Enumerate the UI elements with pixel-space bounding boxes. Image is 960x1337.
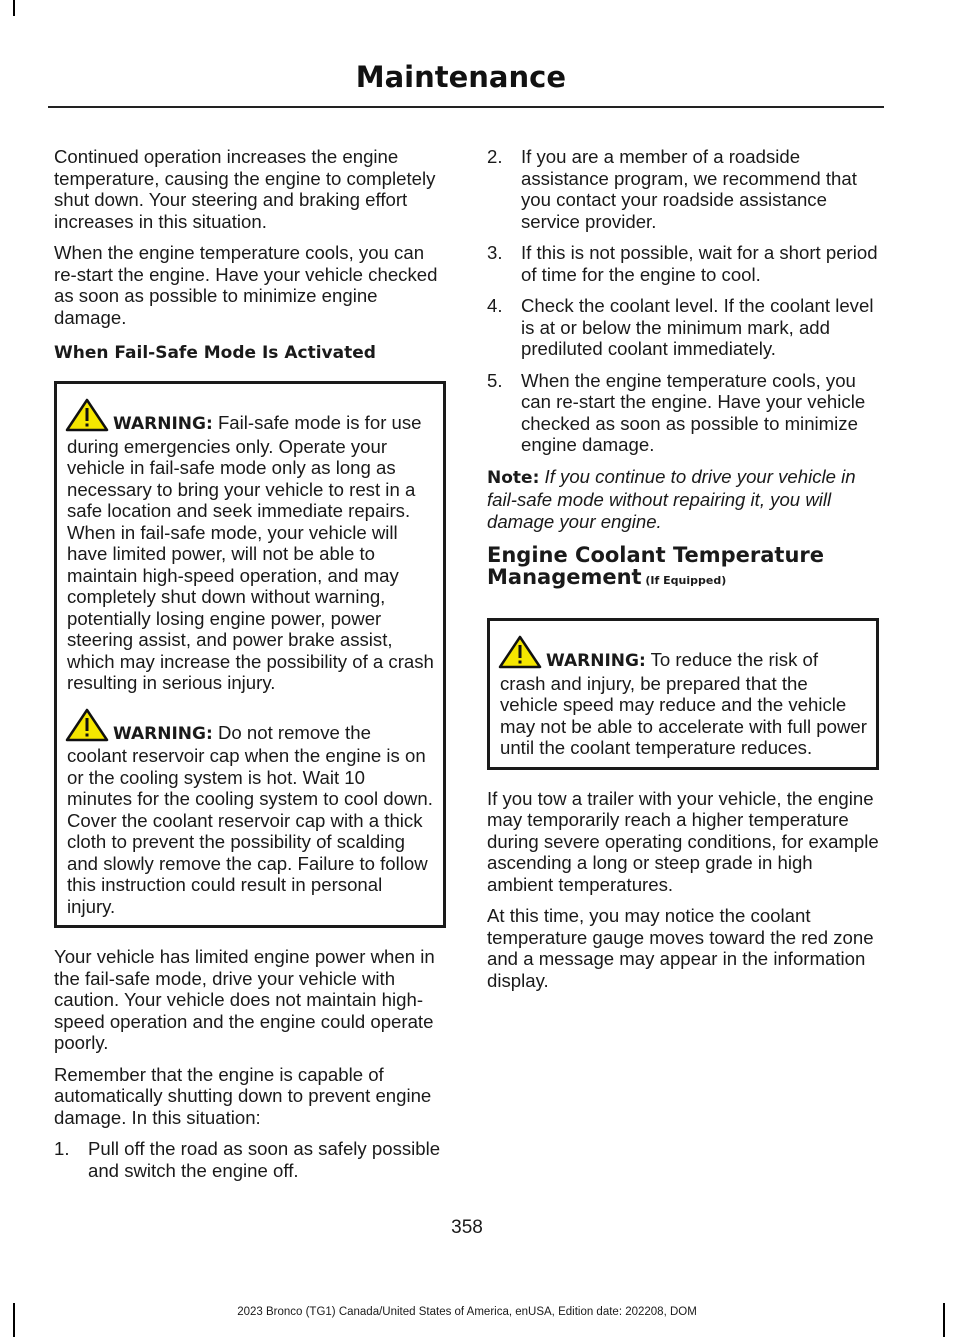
paragraph: At this time, you may notice the coolant temperature gauge moves toward the red zone and a message may appear in the information display. — [487, 905, 874, 991]
step-text: If you are a member of a roadside assistance program, we recommend that you contact your roadside assistance service provider. — [521, 146, 857, 232]
step-text: Pull off the road as soon as safely possible and switch the engine off. — [88, 1138, 441, 1181]
list-item — [54, 1138, 446, 1181]
warning-text: Do not remove the coolant reservoir cap when the engine is on or the cooling system is hot. Wait 10 minutes for the cooling system to cool down. Cover the coolant reservoir cap with a thick cloth to prevent the possibility of scalding and slowly remove the cap. Failure to follow this instruction could result in personal injury. — [67, 721, 433, 917]
warning-label: WARNING: — [546, 651, 646, 671]
step-number: 3. — [487, 242, 503, 263]
step-number: 5. — [487, 369, 503, 391]
warning-triangle-icon — [65, 708, 109, 742]
section-heading-text: Engine Coolant Temperature Management — [487, 543, 825, 589]
step-text: If this is not possible, wait for a short period of time for the engine to cool. — [521, 242, 878, 285]
crop-mark-top-left — [13, 0, 15, 16]
list-item — [487, 295, 879, 360]
paragraph: Your vehicle has limited engine power when in the fail-safe mode, drive your vehicle with caution. Your vehicle does not maintain high-speed operation and the engine could operate poorly. — [54, 946, 435, 1053]
warning-item — [500, 635, 868, 759]
page-number: 358 — [451, 1217, 483, 1238]
warning-label: WARNING: — [113, 723, 213, 744]
note-label: Note: — [487, 467, 540, 488]
right-column — [487, 146, 879, 1001]
steps-list — [487, 146, 879, 456]
crop-mark-bottom-right — [943, 1303, 945, 1337]
list-item — [487, 146, 879, 232]
step-number: 2. — [487, 146, 503, 167]
footer-edition-info: 2023 Bronco (TG1) Canada/United States of America, enUSA, Edition date: 202208, DOM — [237, 1306, 697, 1318]
subheading: When Fail-Safe Mode Is Activated — [54, 343, 376, 363]
warning-box — [487, 618, 879, 770]
steps-list — [54, 1138, 446, 1181]
step-text: Check the coolant level. If the coolant level is at or below the minimum mark, add prediluted coolant immediately. — [521, 295, 874, 359]
list-item — [487, 370, 879, 456]
warning-label: WARNING: — [113, 414, 213, 434]
warning-text: To reduce the risk of crash and injury, be prepared that the vehicle speed may reduce and the vehicle may not be able to accelerate with full power until the coolant temperature reduces. — [500, 649, 867, 758]
list-item — [487, 242, 879, 285]
note — [487, 466, 879, 533]
header-rule — [48, 106, 884, 108]
step-text: When the engine temperature cools, you can re-start the engine. Have your vehicle checked as soon as possible to minimize engine damage. — [521, 369, 866, 455]
page-header-title: Maintenance — [355, 60, 566, 94]
warning-text: Fail-safe mode is for use during emergencies only. Operate your vehicle in fail-safe mode only as long as necessary to bring your vehicle to rest in a safe location and seek immediate repairs. When in fail-safe mode, your vehicle will have limited power, will not be able to maintain high-speed operation, and may completely shut down without warning, potentially losing engine power, power steering assist, and power brake assist, which may increase the possibility of a crash resulting in serious injury. — [67, 412, 434, 693]
paragraph: Remember that the engine is capable of automatically shutting down to prevent engine damage. In this situation: — [54, 1063, 432, 1128]
warning-triangle-icon — [498, 635, 542, 669]
left-column — [54, 146, 446, 1191]
paragraph: Continued operation increases the engine temperature, causing the engine to completely shut down. Your steering and braking effort increases in this situation. — [54, 146, 436, 232]
section-heading — [487, 544, 879, 592]
warning-box — [54, 381, 446, 928]
warning-triangle-icon — [65, 398, 109, 432]
note-text: If you continue to drive your vehicle in fail-safe mode without repairing it, you will damage your engine. — [487, 465, 856, 532]
step-number: 1. — [54, 1138, 70, 1159]
paragraph: When the engine temperature cools, you can re-start the engine. Have your vehicle checked as soon as possible to minimize engine damage. — [54, 242, 438, 328]
paragraph: If you tow a trailer with your vehicle, the engine may temporarily reach a higher temperature during severe operating conditions, for example ascending a long or steep grade in high ambient temperatures. — [487, 787, 879, 895]
warning-item — [67, 708, 435, 918]
if-equipped-label: (If Equipped) — [641, 574, 727, 587]
warning-item — [67, 398, 435, 694]
step-number: 4. — [487, 295, 503, 316]
